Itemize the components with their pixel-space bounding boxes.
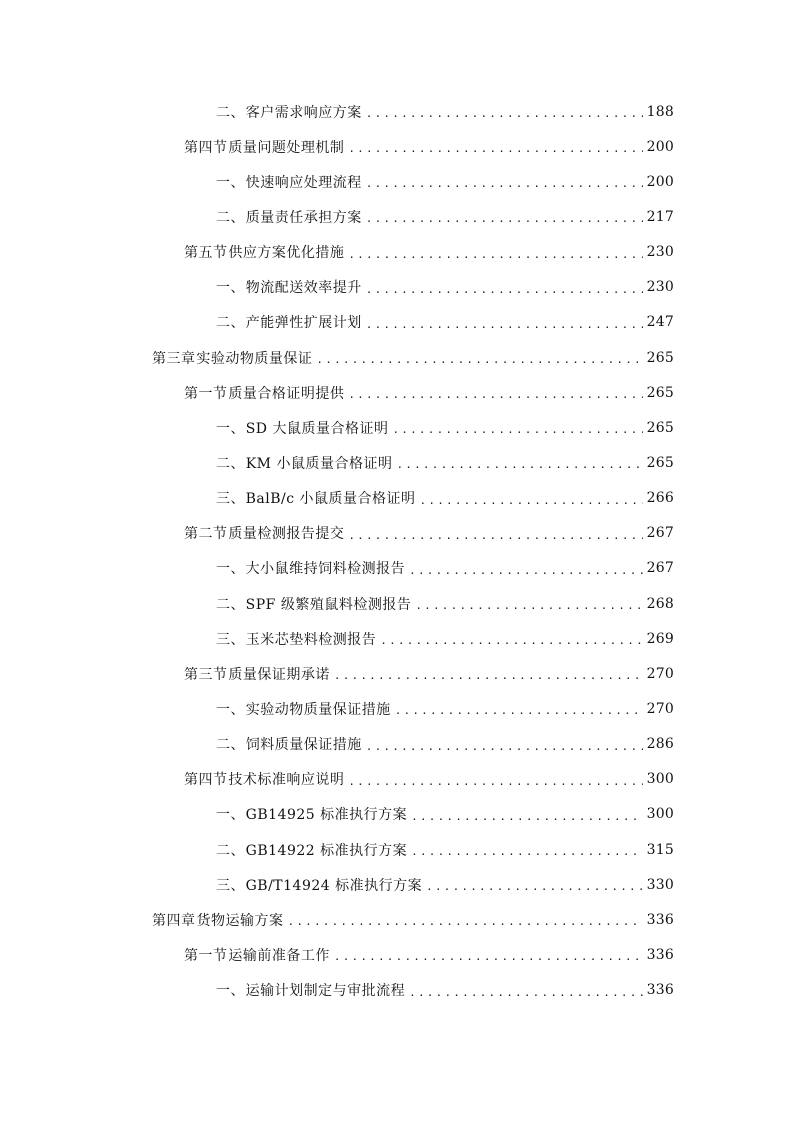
toc-dot-leader bbox=[348, 529, 642, 542]
toc-entry-page-number: 336 bbox=[646, 911, 674, 928]
toc-entry[interactable] bbox=[0, 656, 793, 691]
toc-entry-title: 玉米芯垫料检测报告 bbox=[245, 631, 377, 648]
toc-dot-leader bbox=[348, 388, 642, 401]
toc-entry[interactable] bbox=[0, 867, 793, 902]
toc-entry-page-number: 286 bbox=[646, 736, 674, 753]
toc-entry-title: BalB/c 小鼠质量合格证明 bbox=[245, 491, 416, 508]
toc-entry-number: 二、 bbox=[216, 104, 245, 121]
toc-entry-number: 第五节 bbox=[184, 245, 228, 262]
toc-dot-leader bbox=[316, 353, 642, 366]
toc-entry[interactable] bbox=[0, 727, 793, 762]
toc-entry-number: 一、 bbox=[216, 561, 245, 578]
toc-dot-leader bbox=[366, 107, 643, 120]
toc-entry-page-number: 265 bbox=[646, 454, 674, 471]
toc-entry-title: 供应方案优化措施 bbox=[228, 245, 345, 262]
toc-entry-title: KM 小鼠质量合格证明 bbox=[245, 455, 393, 472]
toc-entry-page-number: 336 bbox=[646, 946, 674, 963]
toc-entry-page-number: 265 bbox=[646, 384, 674, 401]
table-of-contents bbox=[0, 94, 793, 1008]
toc-entry-page-number: 265 bbox=[646, 419, 674, 436]
toc-entry-number: 一、 bbox=[216, 420, 245, 437]
toc-entry-number: 三、 bbox=[216, 631, 245, 648]
toc-entry[interactable] bbox=[0, 516, 793, 551]
toc-entry-number: 一、 bbox=[216, 701, 245, 718]
toc-entry-title: 快速响应处理流程 bbox=[245, 174, 362, 191]
toc-entry[interactable] bbox=[0, 586, 793, 621]
toc-entry-title: 客户需求响应方案 bbox=[245, 104, 362, 121]
toc-entry-title: 产能弹性扩展计划 bbox=[245, 315, 362, 332]
toc-dot-leader bbox=[366, 212, 643, 225]
toc-entry[interactable] bbox=[0, 797, 793, 832]
toc-entry-number: 第一节 bbox=[184, 385, 228, 402]
toc-entry[interactable] bbox=[0, 235, 793, 270]
toc-entry[interactable] bbox=[0, 270, 793, 305]
toc-entry[interactable] bbox=[0, 832, 793, 867]
toc-entry-title: 物流配送效率提升 bbox=[245, 280, 362, 297]
toc-entry[interactable] bbox=[0, 902, 793, 937]
toc-dot-leader bbox=[380, 634, 642, 647]
toc-entry-title: 质量问题处理机制 bbox=[228, 139, 345, 156]
toc-entry-number: 三、 bbox=[216, 491, 245, 508]
toc-entry[interactable] bbox=[0, 621, 793, 656]
toc-entry-title: 饲料质量保证措施 bbox=[245, 737, 362, 754]
toc-dot-leader bbox=[411, 810, 643, 823]
toc-entry[interactable] bbox=[0, 762, 793, 797]
toc-dot-leader bbox=[288, 915, 643, 928]
toc-entry[interactable] bbox=[0, 973, 793, 1008]
toc-entry-page-number: 188 bbox=[646, 103, 674, 120]
toc-dot-leader bbox=[334, 950, 643, 963]
toc-entry-page-number: 330 bbox=[646, 876, 674, 893]
toc-entry-number: 第四节 bbox=[184, 139, 228, 156]
toc-entry-title: SPF 级繁殖鼠料检测报告 bbox=[245, 596, 412, 613]
toc-entry-page-number: 270 bbox=[646, 665, 674, 682]
toc-entry[interactable] bbox=[0, 937, 793, 972]
toc-dot-leader bbox=[366, 318, 643, 331]
toc-entry-number: 二、 bbox=[216, 455, 245, 472]
toc-entry-number: 第四节 bbox=[184, 772, 228, 789]
toc-entry[interactable] bbox=[0, 305, 793, 340]
toc-entry-title: 运输计划制定与审批流程 bbox=[245, 983, 406, 1000]
toc-entry-number: 二、 bbox=[216, 842, 245, 859]
toc-entry[interactable] bbox=[0, 199, 793, 234]
toc-dot-leader bbox=[366, 177, 643, 190]
toc-entry-title: 质量检测报告提交 bbox=[228, 526, 345, 543]
toc-entry[interactable] bbox=[0, 129, 793, 164]
toc-entry[interactable] bbox=[0, 691, 793, 726]
toc-entry-page-number: 269 bbox=[646, 630, 674, 647]
toc-entry-number: 第二节 bbox=[184, 526, 228, 543]
toc-entry-page-number: 267 bbox=[646, 560, 674, 577]
toc-dot-leader bbox=[334, 669, 643, 682]
toc-entry-page-number: 230 bbox=[646, 279, 674, 296]
toc-entry-title: GB14922 标准执行方案 bbox=[245, 842, 408, 859]
toc-entry-page-number: 266 bbox=[646, 490, 674, 507]
toc-dot-leader bbox=[348, 248, 642, 261]
toc-entry-number: 二、 bbox=[216, 737, 245, 754]
toc-dot-leader bbox=[415, 599, 642, 612]
toc-entry[interactable] bbox=[0, 481, 793, 516]
toc-entry-number: 第四章 bbox=[152, 912, 196, 929]
toc-entry-page-number: 247 bbox=[646, 314, 674, 331]
toc-entry-title: 质量责任承担方案 bbox=[245, 209, 362, 226]
toc-entry-number: 第一节 bbox=[184, 947, 228, 964]
toc-entry-title: 大小鼠维持饲料检测报告 bbox=[245, 561, 406, 578]
toc-entry-number: 一、 bbox=[216, 807, 245, 824]
toc-entry-page-number: 300 bbox=[646, 771, 674, 788]
toc-dot-leader bbox=[392, 423, 642, 436]
toc-dot-leader bbox=[366, 740, 643, 753]
toc-entry-number: 一、 bbox=[216, 983, 245, 1000]
toc-entry-title: SD 大鼠质量合格证明 bbox=[245, 420, 389, 437]
toc-entry[interactable] bbox=[0, 551, 793, 586]
toc-entry-page-number: 336 bbox=[646, 982, 674, 999]
toc-entry[interactable] bbox=[0, 340, 793, 375]
toc-entry-number: 一、 bbox=[216, 174, 245, 191]
toc-entry-page-number: 268 bbox=[646, 595, 674, 612]
toc-entry-page-number: 315 bbox=[646, 841, 674, 858]
toc-dot-leader bbox=[420, 494, 643, 507]
toc-entry-title: 实验动物质量保证措施 bbox=[245, 701, 391, 718]
toc-entry-title: 运输前准备工作 bbox=[228, 947, 330, 964]
toc-dot-leader bbox=[395, 704, 643, 717]
toc-entry-title: 质量合格证明提供 bbox=[228, 385, 345, 402]
toc-entry-number: 第三节 bbox=[184, 666, 228, 683]
toc-entry[interactable] bbox=[0, 375, 793, 410]
toc-entry-title: 实验动物质量保证 bbox=[196, 350, 313, 367]
toc-entry[interactable] bbox=[0, 94, 793, 129]
toc-dot-leader bbox=[348, 142, 642, 155]
toc-dot-leader bbox=[411, 845, 643, 858]
toc-entry-number: 二、 bbox=[216, 596, 245, 613]
toc-entry-number: 三、 bbox=[216, 877, 245, 894]
toc-dot-leader bbox=[348, 775, 642, 788]
toc-entry-page-number: 200 bbox=[646, 138, 674, 155]
toc-entry-page-number: 230 bbox=[646, 244, 674, 261]
toc-entry-number: 二、 bbox=[216, 209, 245, 226]
toc-entry[interactable] bbox=[0, 410, 793, 445]
toc-entry-page-number: 265 bbox=[646, 349, 674, 366]
toc-entry-page-number: 217 bbox=[646, 208, 674, 225]
toc-entry-number: 第三章 bbox=[152, 350, 196, 367]
toc-dot-leader bbox=[409, 564, 643, 577]
toc-dot-leader bbox=[366, 283, 643, 296]
toc-dot-leader bbox=[409, 986, 643, 999]
toc-dot-leader bbox=[426, 880, 643, 893]
toc-entry[interactable] bbox=[0, 164, 793, 199]
toc-dot-leader bbox=[396, 458, 642, 471]
toc-entry-title: 货物运输方案 bbox=[196, 912, 284, 929]
toc-entry-title: GB/T14924 标准执行方案 bbox=[245, 877, 423, 894]
toc-entry-page-number: 270 bbox=[646, 700, 674, 717]
toc-entry-page-number: 200 bbox=[646, 173, 674, 190]
toc-entry-page-number: 267 bbox=[646, 525, 674, 542]
toc-entry-title: 技术标准响应说明 bbox=[228, 772, 345, 789]
toc-entry-page-number: 300 bbox=[646, 806, 674, 823]
toc-entry-title: 质量保证期承诺 bbox=[228, 666, 330, 683]
toc-entry-title: GB14925 标准执行方案 bbox=[245, 807, 408, 824]
toc-entry-number: 二、 bbox=[216, 315, 245, 332]
toc-entry[interactable] bbox=[0, 445, 793, 480]
toc-entry-number: 一、 bbox=[216, 280, 245, 297]
